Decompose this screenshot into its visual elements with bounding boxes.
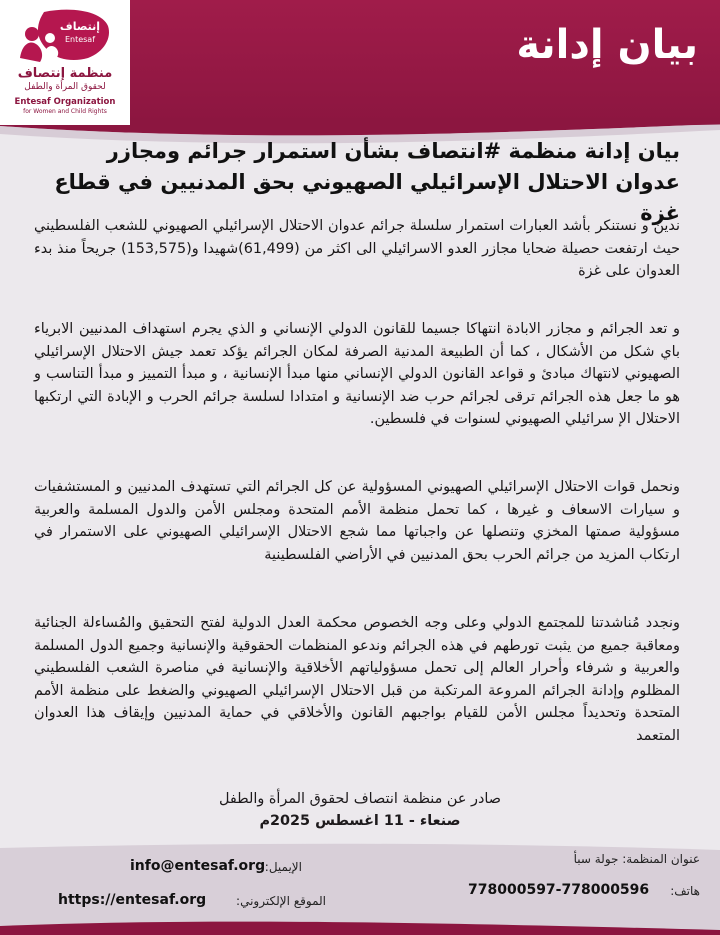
paragraph-1: ندين و نستنكر بأشد العبارات استمرار سلسلة جرائم عدوان الاحتلال الإسرائيلي الصهيوني للشعب الفلسطيني حيث ارتفعت حصيلة ضحايا مجازر العدو الاسرائيلي الى اكثر من (61,499)شهيدا و(153,575) جريحاً منذ بدء العدوان على غزة [34,218,680,279]
footer-address: عنوان المنظمة: جولة سبأ [573,852,700,866]
logo-name-ar: منظمة إنتصاف [17,66,113,81]
footer-email-link[interactable]: info@entesaf.org [130,858,266,874]
page-title: بيان إدانة [516,22,698,68]
footer-website-link[interactable]: https://entesaf.org [58,892,207,908]
organization-logo [0,0,130,125]
paragraph-2: و تعد الجرائم و مجازر الابادة انتهاكا جسيما للقانون الدولي الإنساني و الذي يجرم استهداف المدنيين الابرياء باي شكل من الأشكال ، كما أن الطبيعة المدنية الصرفة لمكان الجرائم يؤكد تعمد جيش الاحتلال الإسرائيلي الصهيوني لانتهاك مبادئ و قواعد القانون الدولي الإنساني منها مبدأ الإنسانية ، و مبدأ التمييز و مبدأ التناسب و هو ما جعل هذه الجرائم ترقى لجرائم حرب ضد الإنسانية و امتدادا لسلسة جرائم الحرب و الإبادة التي ارتكبها الاحتلال الإ سرائيلي الصهيوني لسنوات في فلسطين. [34,321,680,427]
logo-subtitle-ar: لحقوق المرأة والطفل [24,82,106,92]
paragraph-4: ونجدد مُناشدتنا للمجتمع الدولي وعلى وجه الخصوص محكمة العدل الدولية لفتح التحقيق والمُساءلة الجنائية ومعاقبة جميع من يثبت تورطهم في هذه الجرائم وندعو المنظمات الحقوقية والإنسانية وجميع الدول المسلمة والعربية و شرفاء وأحرار العالم إلى تحمل مسؤولياتهم الأخلاقية والإنسانية في مناصرة الشعب الفلسطيني المظلوم وإدانة الجرائم المروعة المرتكبة من قبل الاحتلال الإسرائيلي الصهيوني والضغط على منظمة الأمم المتحدة وتحديداً مجلس الأمن للقيام بواجبهم القانون والأخلاقي في حماية المدنيين وإيقاف هذا العدوان المتعمد [34,615,680,744]
statement-headline: بيان إدانة منظمة #انتصاف بشأن استمرار جرائم ومجازر عدوان الاحتلال الإسرائيلي الصهيوني بحق المدنيين في قطاع غزة [54,139,680,225]
footer-phone-label: هاتف: [670,884,700,898]
signature-block [0,788,720,832]
signature-issuer: صادر عن منظمة انتصاف لحقوق المرأة والطفل [218,791,501,807]
logo-mark-text-en: Entesaf [64,35,96,44]
paragraph-3: ونحمل قوات الاحتلال الإسرائيلي الصهيوني المسؤولية عن كل الجرائم التي تستهدف المدنيين و المستشفيات و سيارات الاسعاف و غيرها ، كما تحمل منظمة الأمم المتحدة ومجلس الأمن والدول المسلمة والعربية مسؤولية صمتها المخزي وتنصلها عن واجباتها مما شجع الاحتلال الإسرائيلي الصهيوني على الاستمرار في ارتكاب المزيد من جرائم الحرب بحق المدنيين في الأراضي الفلسطينية [34,479,680,563]
logo-name-en: Entesaf Organization [14,97,116,107]
footer-website-label: الموقع الإلكتروني: [236,894,326,908]
signature-place-date: صنعاء - 11 اغسطس 2025م [259,813,461,829]
logo-mark-text-ar: إنتصاف [59,20,101,33]
footer-email-label: الإيميل: [264,860,302,874]
logo-subtitle-en: for Women and Child Rights [23,108,107,115]
logo-emblem-icon [14,4,114,66]
footer-phone-value: 778000597-778000596 [468,882,650,898]
